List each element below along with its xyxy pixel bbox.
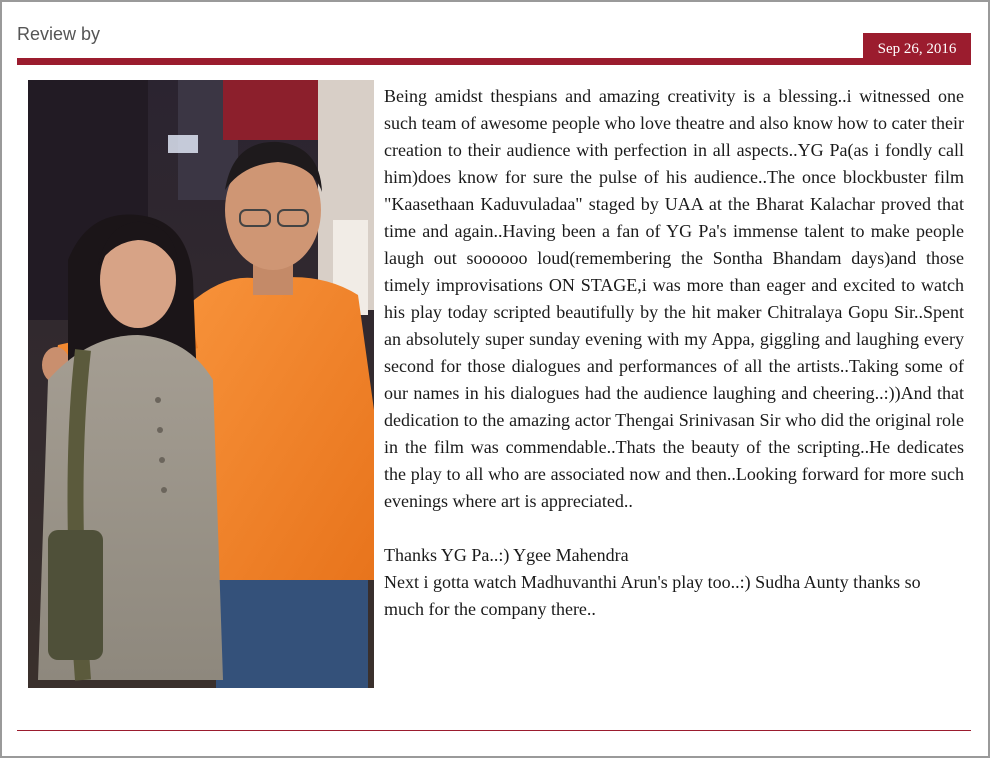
review-by-heading: Review by xyxy=(17,24,101,44)
photo-illustration xyxy=(28,80,374,688)
closing-line-next: Next i gotta watch Madhuvanthi Arun's play too..:) Sudha Aunty thanks so much for the company there.. xyxy=(384,572,921,619)
review-body: Being amidst thespians and amazing creativity is a blessing..i witnessed one such team of awesome people who love theatre and also know how to cater their creation to their audience with perfection in all aspects..YG Pa(as i fondly call him)does know for sure the pulse of his audience..The once blockbuster film "Kaasethaan Kaduvuladaa" staged by UAA at the Bharat Kalachar proved that time and again..Having been a fan of YG Pa's immense talent to make people laugh out soooooo loud(remembering the Sontha Bhandam days)and those timely improvisations ON STAGE,i was more than eager and excited to watch his play today scripted beautifully by the hit maker Chitralaya Gopu Sir..Spent an absolutely super sunday evening with my Appa, giggling and laughing every second for those dialogues and performances of all the artists..Taking some of our names in his dialogues had the audience laughing and cheering..:))And that dedication to the amazing actor Thengai Srinivasan Sir who did the original role in the film was commendable..Thats the beauty of the scripting..He dedicates the play to all who are associated now and then..Looking forward for more such evenings where art is appreciated.. xyxy=(384,86,964,511)
footer-divider xyxy=(17,730,971,731)
header-divider xyxy=(17,58,971,65)
review-text xyxy=(384,83,964,623)
closing-line-thanks: Thanks YG Pa..:) Ygee Mahendra xyxy=(384,545,629,565)
review-closing xyxy=(384,542,964,623)
review-photo xyxy=(28,80,374,688)
review-date-badge: Sep 26, 2016 xyxy=(863,33,971,65)
